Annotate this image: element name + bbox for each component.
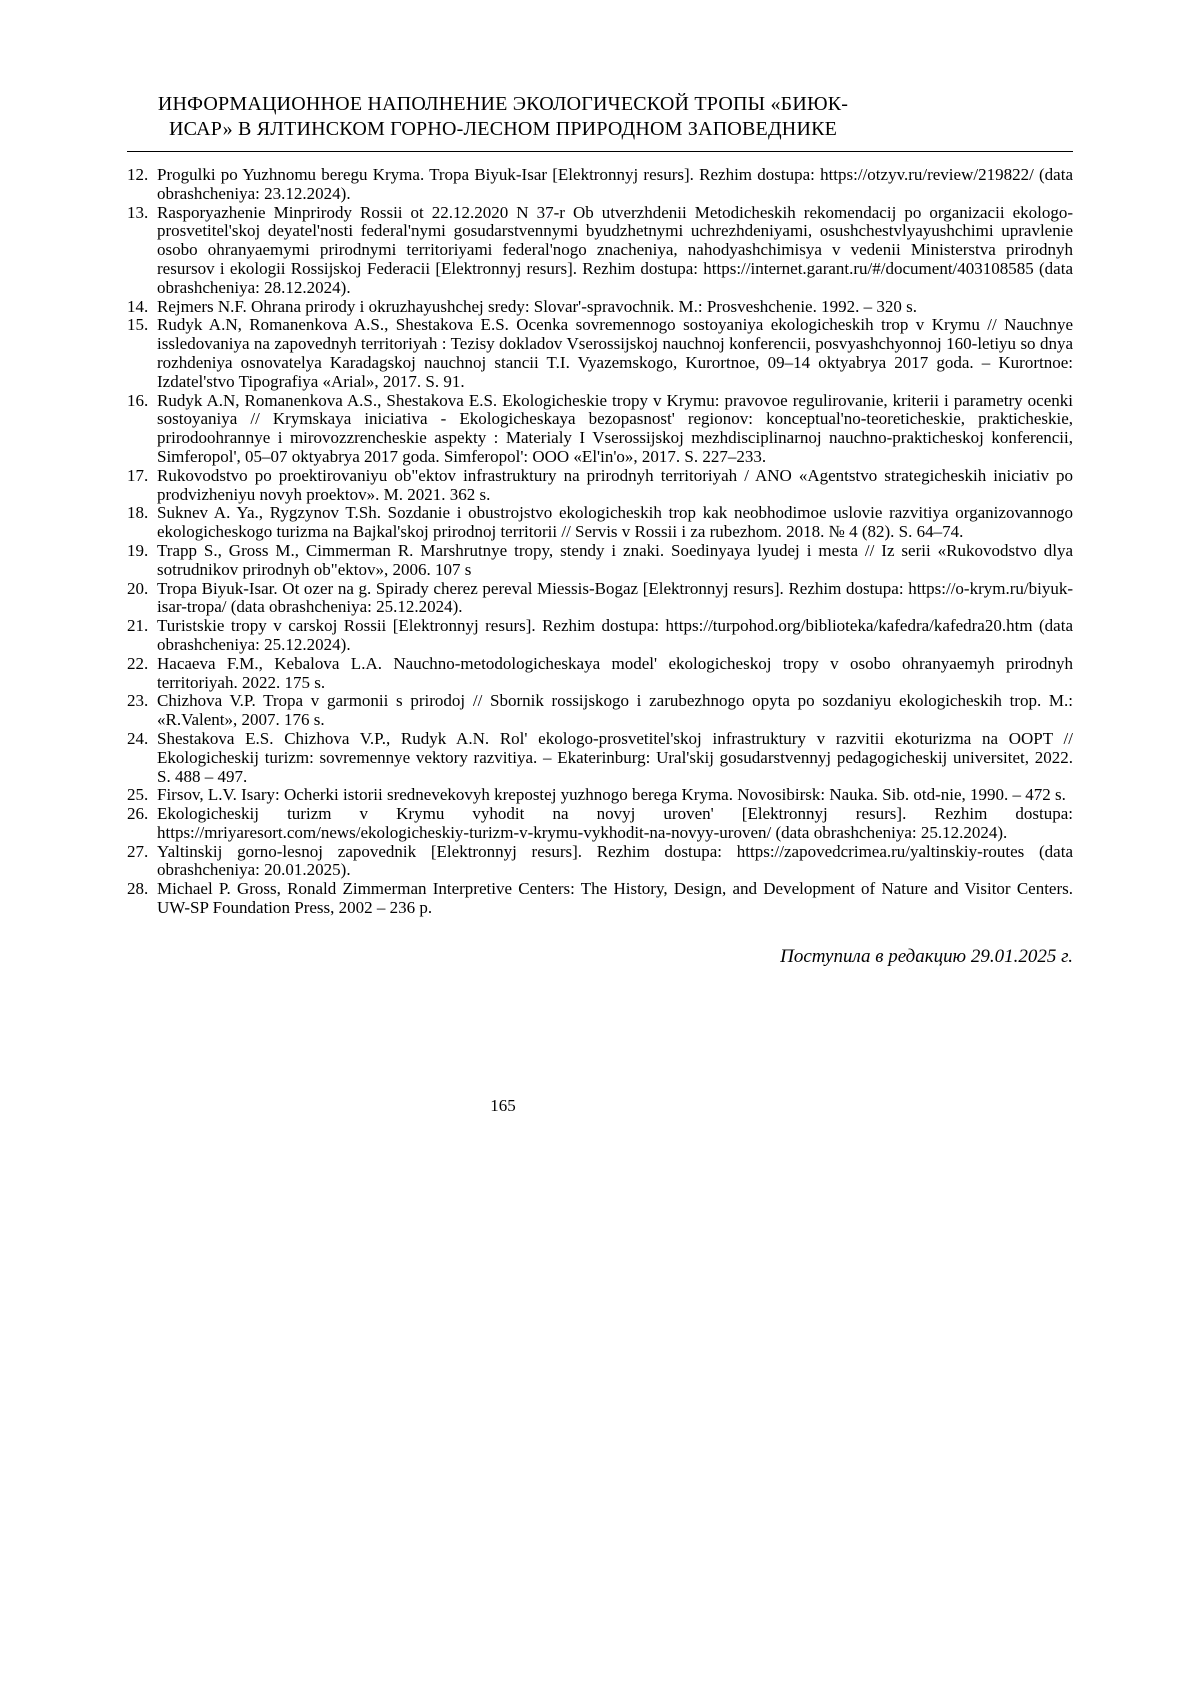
reference-number: 12.: [127, 165, 149, 184]
reference-text: Rukovodstvo po proektirovaniyu ob"ektov infrastruktury na prirodnyh territoriyah / ANO «Agentstvo strategicheskih iniciativ po prodvizheniyu novyh proektov». M. 2021. 362 s.: [157, 465, 1073, 504]
reference-text: Firsov, L.V. Isary: Ocherki istorii srednevekovyh krepostej yuzhnogo berega Kryma. Novosibirsk: Nauka. Sib. otd-nie, 1990. – 472 s.: [157, 785, 1066, 805]
reference-number: 15.: [127, 315, 149, 335]
reference-text: Rudyk A.N, Romanenkova A.S., Shestakova E.S. Ekologicheskie tropy v Krymu: pravovoe regulirovanie, kriterii i parametry ocenki sostoyaniya // Krymskaya iniciativa - Ekologicheskaya bezopasnost' regionov: konceptual'no-teoreticheskie, prakticheskie, prirodoohrannye i mirovozzrencheskie aspekty : Materialy I Vserossijskoj mezhdisciplinarnoj nauchno-prakticheskoj konferencii, Simferopol', 05–07 oktyabrya 2017 goda. Simferopol': OOO «El'in'o», 2017. S. 227–233.: [157, 390, 1073, 466]
header-rule: [127, 151, 1073, 152]
reference-text: Rudyk A.N, Romanenkova A.S., Shestakova E.S. Ocenka sovremennogo sostoyaniya ekologicheskih trop v Krymu // Nauchnye issledovaniya na zapovednyh territoriyah : Tezisy dokladov Vserossijskoj nauchnoj konferencii, posvyashchyonnoj 160-letiyu so dnya rozhdeniya osnovatelya Karadagskoj nauchnoj stancii T.I. Vyazemskogo, Kurortnoe, 09–14 oktyabrya 2017 goda. – Kurortnoe: Izdatel'stvo Tipografiya «Arial», 2017. S. 91.: [157, 315, 1073, 391]
reference-number: 24.: [127, 728, 149, 748]
reference-text: Hacaeva F.M., Kebalova L.A. Nauchno-metodologicheskaya model' ekologicheskoj tropy v osobo ohranyaemyh prirodnyh territoriyah. 2022. 175 s.: [157, 653, 1073, 692]
article-title-line1: ИНФОРМАЦИОННОЕ НАПОЛНЕНИЕ ЭКОЛОГИЧЕСКОЙ ТРОПЫ «БИЮК-: [157, 93, 849, 115]
reference-text: Chizhova V.P. Tropa v garmonii s prirodoj // Sbornik rossijskogo i zarubezhnogo opyta po sozdaniyu ekologicheskih trop. M.: «R.Valent», 2007. 176 s.: [157, 691, 1073, 730]
received-note: Поступила в редакцию 29.01.2025 г.: [780, 945, 1073, 967]
reference-text: Yaltinskij gorno-lesnoj zapovednik [Elektronnyj resurs]. Rezhim dostupa: https://zapovedcrimea.ru/yaltinskiy-routes (data obrashcheniya: 20.01.2025).: [157, 841, 1073, 880]
reference-number: 17.: [127, 465, 149, 485]
reference-text: Michael P. Gross, Ronald Zimmerman Interpretive Centers: The History, Design, and Development of Nature and Visitor Centers. UW-SP Foundation Press, 2002 – 236 p.: [157, 879, 1073, 918]
reference-text: Turistskie tropy v carskoj Rossii [Elektronnyj resurs]. Rezhim dostupa: https://turpohod.org/biblioteka/kafedra/kafedra20.htm (data obrashcheniya: 25.12.2024).: [157, 616, 1073, 654]
reference-number: 20.: [127, 578, 149, 598]
reference-item: [127, 204, 1073, 298]
reference-text: Suknev A. Ya., Rygzynov T.Sh. Sozdanie i obustrojstvo ekologicheskih trop kak neobhodimoe uslovie razvitiya organizovannogo ekologicheskogo turizma na Bajkal'skoj prirodnoj territorii // Servis v Rossii i za rubezhom. 2018. № 4 (82). S. 64–74.: [157, 503, 1073, 542]
reference-text: Rejmers N.F. Ohrana prirody i okruzhayushchej sredy: Slovar'-spravochnik. M.: Prosveshchenie. 1992. – 320 s.: [157, 296, 917, 316]
reference-number: 13.: [127, 202, 149, 222]
reference-text: Rasporyazhenie Minprirody Rossii ot 22.12.2020 N 37-r Ob utverzhdenii Metodicheskih rekomendacij po organizacii ekologo-prosvetitel'skoj deyatel'nosti federal'nymi gosudarstvennymi byudzhetnymi uchrezhdeniyami, osushchestvlyayushchimi upravlenie osobo ohranyaemymi prirodnymi territoriyami federal'nogo znacheniya, nahodyashchimisya v vedenii Ministerstva prirodnyh resursov i ekologii Rossijskoj Federacii [Elektronnyj resurs]. Rezhim dostupa: https://internet.garant.ru/#/document/403108585 (data obrashcheniya: 28.12.2024).: [157, 202, 1073, 297]
page-number: 165: [490, 1095, 516, 1115]
reference-item: [127, 805, 1073, 843]
reference-item: [127, 617, 1073, 655]
reference-item: [127, 730, 1073, 786]
reference-number: 25.: [127, 785, 149, 805]
page-number-area: [127, 1096, 879, 1116]
reference-list: [127, 166, 1073, 918]
reference-number: 18.: [127, 503, 149, 523]
reference-item: [127, 580, 1073, 618]
reference-number: 27.: [127, 841, 149, 861]
reference-text: Ekologicheskij turizm v Krymu vyhodit na novyj uroven' [Elektronnyj resurs]. Rezhim dostupa: https://mriyaresort.com/news/ekologicheskiy-turizm-v-krymu-vykhodit-na-novyy-uroven/ (data obrashcheniya: 25.12.2024).: [157, 804, 1073, 842]
reference-item: [127, 504, 1073, 542]
reference-text: Trapp S., Gross M., Cimmerman R. Marshrutnye tropy, stendy i znaki. Soedinyaya lyudej i mesta // Iz serii «Rukovodstvo dlya sotrudnikov prirodnyh ob"ektov», 2006. 107 s: [157, 540, 1073, 579]
reference-item: [127, 166, 1073, 204]
reference-text: Progulki po Yuzhnomu beregu Kryma. Tropa Biyuk-Isar [Elektronnyj resurs]. Rezhim dostupa: https://otzyv.ru/review/219822/ (data obrashcheniya: 23.12.2024).: [157, 165, 1073, 203]
reference-number: 22.: [127, 653, 149, 673]
reference-text: Shestakova E.S. Chizhova V.P., Rudyk A.N. Rol' ekologo-prosvetitel'skoj infrastruktury v razvitii ekoturizma na OOPT // Ekologicheskij turizm: sovremennye vektory razvitiya. – Ekaterinburg: Ural'skij gosudarstvennyj pedagogicheskij universitet, 2022. S. 488 – 497.: [157, 728, 1073, 786]
reference-item: [127, 467, 1073, 505]
reference-item: [127, 298, 1073, 317]
reference-number: 21.: [127, 616, 149, 636]
reference-item: [127, 542, 1073, 580]
reference-number: 26.: [127, 804, 149, 824]
reference-number: 28.: [127, 879, 149, 899]
reference-item: [127, 843, 1073, 881]
reference-item: [127, 880, 1073, 918]
reference-item: [127, 786, 1073, 805]
reference-number: 19.: [127, 540, 149, 560]
reference-item: [127, 655, 1073, 693]
reference-number: 14.: [127, 296, 149, 316]
reference-item: [127, 316, 1073, 391]
running-header: [127, 92, 1073, 152]
reference-item: [127, 392, 1073, 467]
reference-number: 23.: [127, 691, 149, 711]
article-title-line2: ИСАР» В ЯЛТИНСКОМ ГОРНО-ЛЕСНОМ ПРИРОДНОМ ЗАПОВЕДНИКЕ: [168, 118, 838, 140]
article-title: [127, 92, 879, 142]
reference-number: 16.: [127, 390, 149, 410]
reference-text: Tropa Biyuk-Isar. Ot ozer na g. Spirady cherez pereval Miessis-Bogaz [Elektronnyj resurs]. Rezhim dostupa: https://o-krym.ru/biyuk-isar-tropa/ (data obrashcheniya: 25.12.2024).: [157, 578, 1073, 617]
reference-item: [127, 692, 1073, 730]
